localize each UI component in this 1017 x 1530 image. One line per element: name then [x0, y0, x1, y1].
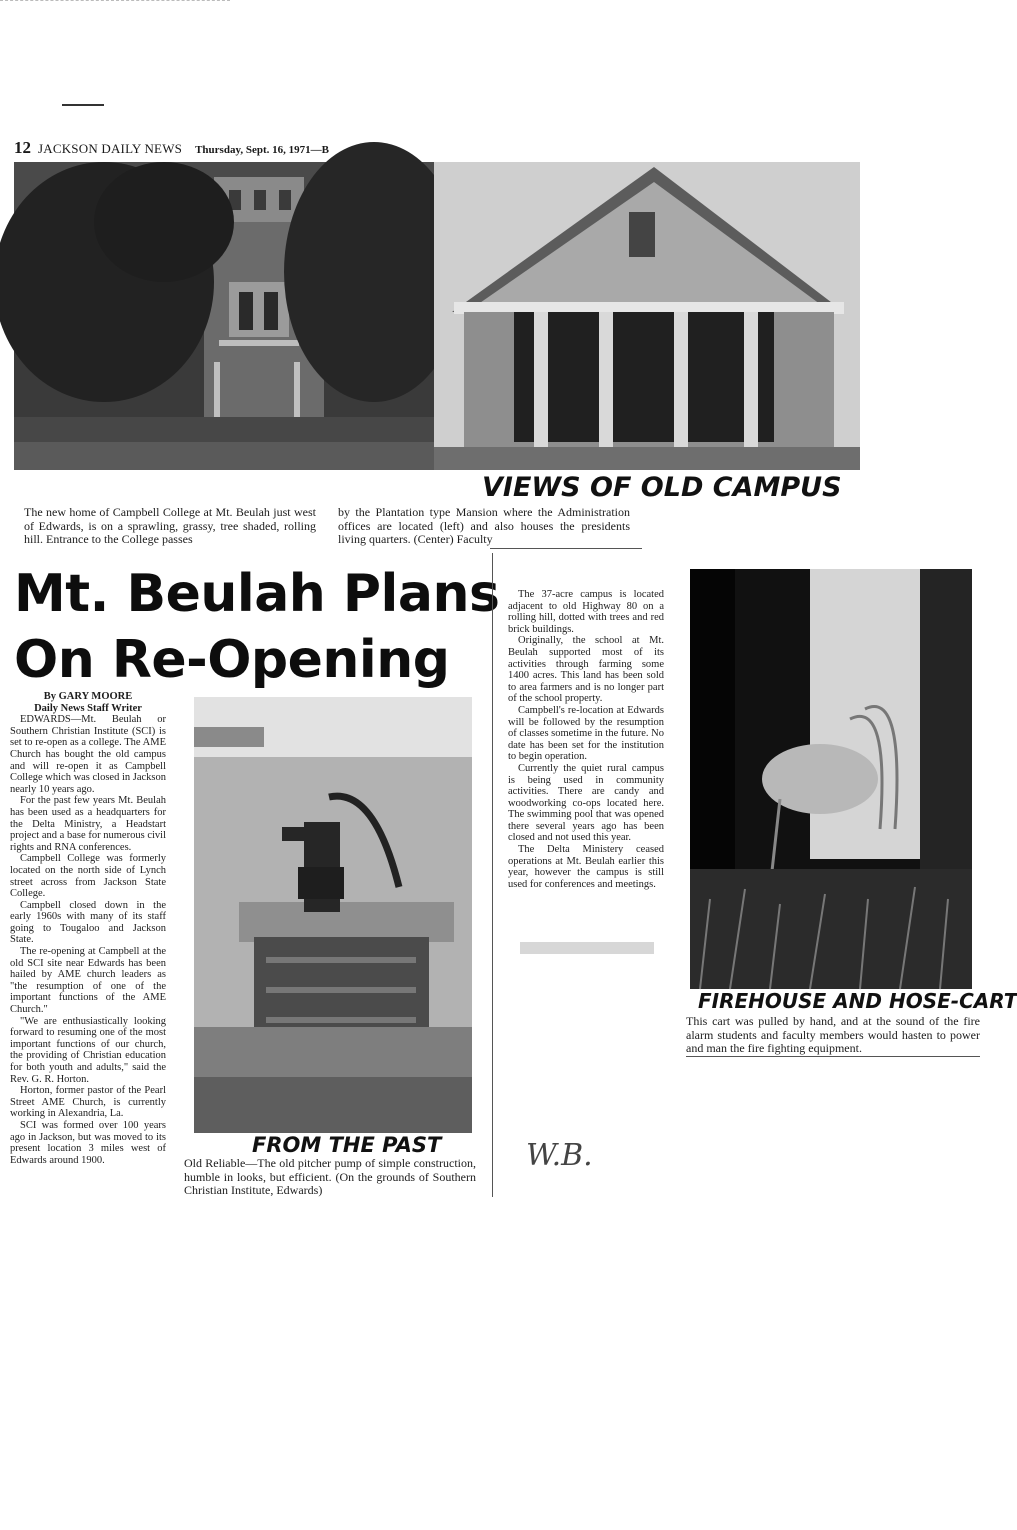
margin-mark [62, 104, 104, 106]
cottage-photo [434, 162, 860, 470]
top-dashed-rule [0, 0, 230, 1]
article-column-2 [508, 589, 664, 890]
paragraph: Currently the quiet rural campus is being used in community activities. There are candy and woodworking co-ops located here. The swimming pool that was opened there several years ago has been closed and not used this year. [508, 762, 664, 844]
pump-heading: FROM THE PAST [252, 1133, 442, 1157]
paragraph: Campbell College was formerly located on the north side of Lynch street across from Jackson State College. [10, 853, 166, 900]
masthead [14, 138, 329, 158]
byline-title: Daily News Staff Writer [34, 702, 142, 714]
paragraph: "We are enthusiastically looking forward to resuming one of the most important functions of our church, the providing of Christian education for both youth and adults," said the Rev. G. R. Horton. [10, 1015, 166, 1085]
pump-photo [194, 697, 472, 1133]
paragraph: The re-opening at Campbell at the old SCI site near Edwards has been hailed by AME church leaders as "the resumption of one of the important functions of the AME Church." [10, 946, 166, 1016]
headline-line2: On Re-Opening [14, 630, 450, 690]
firehouse-heading: FIREHOUSE AND HOSE-CART [698, 989, 1017, 1013]
mansion-photo [14, 162, 434, 470]
byline-author: By GARY MOORE [43, 691, 133, 702]
headline-line1: Mt. Beulah Plans [14, 564, 500, 624]
article-column-1 [10, 691, 166, 1166]
firehouse-caption: This cart was pulled by hand, and at the sound of the fire alarm students and faculty members would hasten to power and man the fire fighting equipment. [686, 1014, 980, 1055]
top-caption-right: by the Plantation type Mansion where the Administration offices are located (left) and also houses the presidents living quarters. (Center) Faculty [338, 505, 630, 546]
paper-name: JACKSON DAILY NEWS [38, 141, 183, 156]
top-caption-left: The new home of Campbell College at Mt. Beulah just west of Edwards, is on a sprawling, grassy, tree shaded, rolling hill. Entrance to the College passes [24, 505, 316, 546]
date-line: Thursday, Sept. 16, 1971—B [195, 144, 329, 156]
column-smudge [520, 942, 654, 954]
firehouse-photo [690, 569, 972, 989]
paragraph: SCI was formed over 100 years ago in Jackson, but was moved to its present location 3 miles west of Edwards around 1900. [10, 1119, 166, 1166]
column-rule [492, 553, 493, 1197]
views-heading: VIEWS OF OLD CAMPUS [482, 472, 842, 503]
paragraph: The Delta Ministery ceased operations at Mt. Beulah earlier this year, however the campus is still used for conferences and meetings. [508, 844, 664, 890]
pump-caption: Old Reliable—The old pitcher pump of simple construction, humble in looks, but efficient. (On the grounds of Southern Christian Institute, Edwards) [184, 1156, 476, 1197]
page-number: 12 [14, 138, 31, 157]
paragraph: For the past few years Mt. Beulah has been used as a headquarters for the Delta Ministry, a Headstart project and a base for numerous civil rights and RNA conferences. [10, 795, 166, 853]
paragraph: Campbell closed down in the early 1960s with many of its staff going to Tougaloo and Jackson State. [10, 899, 166, 946]
paragraph: EDWARDS—Mt. Beulah or Southern Christian Institute (SCI) is set to re-open as a college. The AME Church has bought the old campus and will re-open it as Campbell College which was closed in Jackson nearly 10 years ago. [10, 714, 167, 795]
paragraph: Horton, former pastor of the Pearl Street AME Church, is currently working in Alexandria, La. [10, 1085, 166, 1120]
paragraph: Originally, the school at Mt. Beulah supported most of its activities through farming some 1400 acres. This land has been sold to area farmers and is no longer part of the school property. [508, 635, 664, 705]
handwritten-annotation: W.B. [526, 1138, 593, 1173]
paragraph: Campbell's re-location at Edwards will be followed by the resumption of classes sometime in the future. No date has been set for the institution to begin operation. [508, 704, 665, 763]
paragraph: The 37-acre campus is located adjacent to old Highway 80 on a rolling hill, dotted with trees and red brick buildings. [508, 589, 664, 635]
caption-rule [490, 548, 642, 549]
firehouse-rule [686, 1056, 980, 1057]
